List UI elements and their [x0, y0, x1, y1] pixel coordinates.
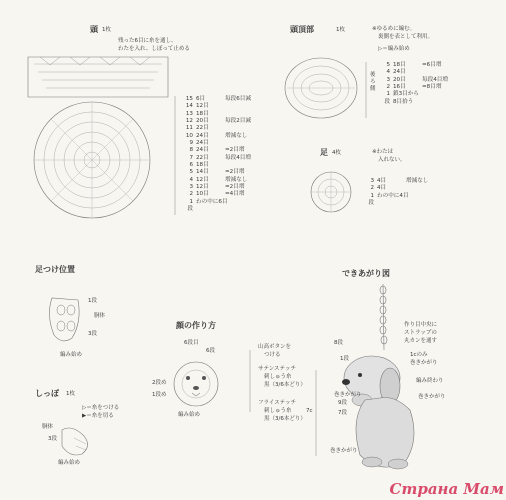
foot-note-1: ※わたは — [372, 149, 394, 155]
head-note-2: わたを入れ、しぼって止める — [118, 46, 190, 52]
foot-position-3dan: 3段 — [88, 331, 97, 337]
face-label-satin-3: 黒（3/6本どり） — [264, 382, 306, 388]
foot-title: 足 — [320, 148, 328, 157]
face-label-6b: 6段 — [206, 348, 215, 354]
foot-row-table: 3 4目 増減なし 2 4目 1 わの中に4目 段 — [368, 178, 429, 207]
finished-label-wrap-2: 巻きかがり — [418, 394, 446, 400]
crown-row-table: 5 18目 =6目増 4 24目 3 20目 毎段4目増 2 16目 =8目増 1 鎖3目から 段 8目拾う — [384, 62, 448, 105]
foot-position-start: 編み始め — [60, 352, 83, 358]
finished-size: 7c — [306, 408, 313, 414]
tail-legend-2: ▶＝糸を切る — [82, 413, 114, 419]
face-label-satin: サテンステッチ — [258, 366, 296, 372]
face-label-satin-2: 刺しゅう糸 — [264, 374, 292, 380]
face-label-button-2: つける — [264, 352, 281, 358]
crown-note-3: ▷＝編み始め — [378, 46, 410, 52]
face-label-fly: フライステッチ — [258, 400, 297, 406]
head-note-1: 残った6目に糸を通し、 — [118, 38, 177, 44]
finished-label-9: 9段 — [338, 400, 347, 406]
tail-label-body: 胴体 — [42, 424, 54, 430]
face-label-start: 編み始め — [178, 412, 201, 418]
foot-count: 4枚 — [332, 150, 341, 156]
face-title: 顔の作り方 — [176, 321, 216, 330]
tail-legend-1: ▷＝糸をつける — [82, 405, 120, 411]
tail-label-start: 編み始め — [58, 460, 81, 466]
finished-label-center: 作り目中央に — [404, 322, 438, 328]
finished-title: できあがり図 — [342, 269, 390, 278]
crown-side-label: 後ろ側 — [370, 72, 376, 92]
tail-count: 1枚 — [66, 391, 75, 397]
face-label-button: 山高ボタンを — [258, 344, 292, 350]
foot-note-2: 入れない。 — [378, 157, 406, 163]
tail-title: しっぽ — [35, 389, 59, 398]
tail-label-3dan: 3段 — [48, 436, 57, 442]
foot-position-1dan: 1段 — [88, 298, 97, 304]
crown-title: 頭頂部 — [290, 25, 314, 34]
finished-label-center-3: 丸カンを通す — [404, 338, 438, 344]
finished-label-1c: 1cのみ — [410, 352, 428, 358]
watermark: Страна Мам — [389, 480, 504, 498]
face-label-fly-3: 黒（3/6本どり） — [264, 416, 306, 422]
finished-label-1: 1段 — [340, 356, 349, 362]
foot-position-body: 胴体 — [94, 313, 106, 319]
finished-label-7: 7段 — [338, 410, 347, 416]
crown-note-2: 裏側を表として利用。 — [378, 34, 434, 40]
face-label-6a: 6段目 — [184, 340, 199, 346]
head-title: 頭 — [90, 25, 98, 34]
face-label-2: 2段め — [152, 380, 167, 386]
finished-label-wrap-3: 巻きかがり — [330, 448, 358, 454]
finished-label-end: 編み終わり — [416, 378, 444, 384]
head-count: 1枚 — [102, 27, 111, 33]
crown-note-1: ※ゆるめに編む。 — [372, 26, 416, 32]
finished-label-center-2: ストラップの — [404, 330, 437, 336]
foot-position-title: 足つけ位置 — [35, 265, 75, 274]
face-label-fly-2: 刺しゅう糸 — [264, 408, 292, 414]
finished-label-1c-2: 巻きかがり — [410, 360, 438, 366]
finished-label-8: 8段 — [334, 340, 343, 346]
head-row-table: 15 6目 毎段6目減 14 12目 13 18目 12 20目 毎段2目減 11 22目 10 24目 増減なし 9 24目 8 24目 =2目増 7 22目 毎段4目増 6 18目 5 14目 =2目増 4 12目 増減なし 3 12目 =2目増 2 10目 =4目増 1 わの中に6目 段 — [185, 96, 251, 213]
crown-count: 1枚 — [336, 27, 345, 33]
finished-label-wrap-1: 巻きかがり — [334, 392, 362, 398]
face-label-1: 1段め — [152, 392, 167, 398]
